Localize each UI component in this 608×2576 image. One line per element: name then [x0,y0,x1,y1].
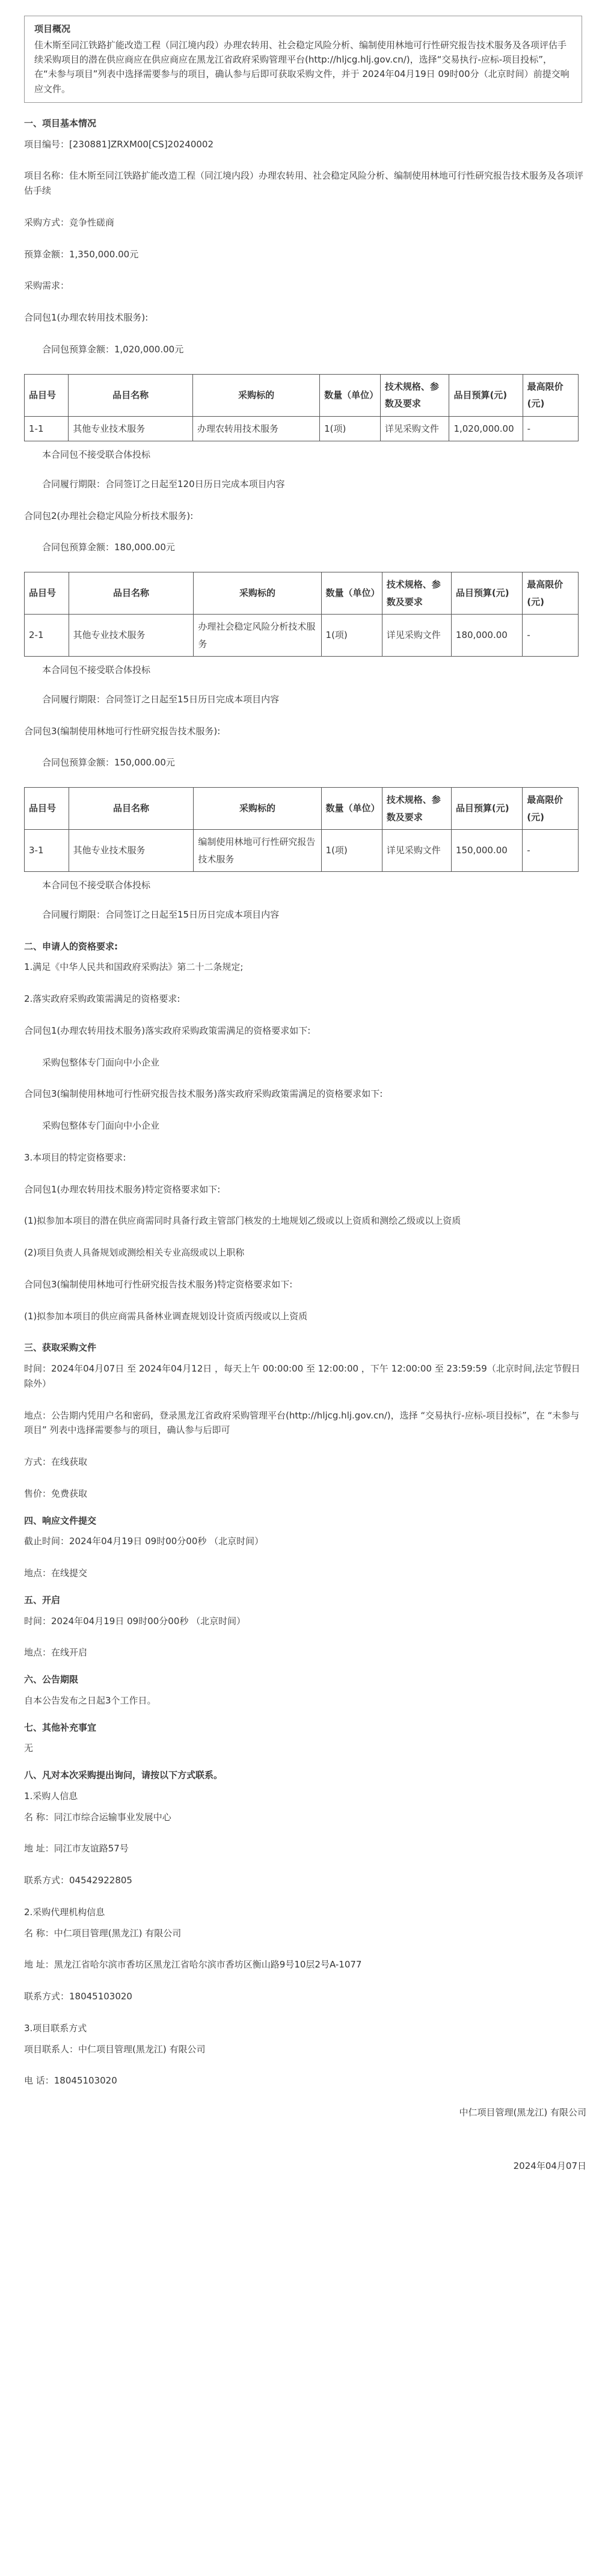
qualification-2: 2.落实政府采购政策需满足的资格要求: [24,993,180,1005]
package-1-period: 合同履行期限：合同签订之日起至120日历日完成本项目内容 [42,478,285,489]
agent-heading: 2.采购代理机构信息 [24,1906,105,1918]
header-budget: 品目预算(元) [449,374,523,416]
qualification-package-3-item-1: (1)拟参加本项目的供应商需具备林业调查规划设计资质丙级或以上资质 [24,1310,308,1322]
cell-spec: 详见采购文件 [380,416,449,441]
table-row [25,830,579,872]
qualification-package-3-sme: 采购包整体专门面向中小企业 [42,1120,160,1132]
package-1-budget: 合同包预算金额：1,020,000.00元 [42,343,184,355]
qualification-package-1-item-1: (1)拟参加本项目的潜在供应商需同时具备行政主管部门核发的土地规划乙级或以上资质和测绘乙级或以上资质 [24,1215,461,1227]
header-item-name: 品目名称 [69,374,193,416]
open-place: 地点：在线开启 [24,1647,88,1658]
cell-spec: 详见采购文件 [382,615,451,657]
package-1-table [24,374,579,442]
header-quantity: 数量（单位） [321,788,382,830]
header-quantity: 数量（单位） [321,572,382,615]
cell-quantity: 1(项) [321,615,382,657]
qualification-package-1-item-2: (2)项目负责人具备规划或测绘相关专业高级或以上职称 [24,1247,245,1259]
qualification-package-1-policy: 合同包1(办理农转用技术服务)落实政府采购政策需满足的资格要求如下: [24,1025,311,1036]
qualification-package-1-specific: 合同包1(办理农转用技术服务)特定资格要求如下: [24,1183,221,1195]
cell-item-name: 其他专业技术服务 [69,416,193,441]
agent-address: 地 址：黑龙江省哈尔滨市香坊区黑龙江省哈尔滨市香坊区衡山路9号10层2号A-1077 [24,1959,362,1970]
signature-block [24,2105,586,2174]
cell-target: 办理社会稳定风险分析技术服务 [194,615,321,657]
buyer-heading: 1.采购人信息 [24,1790,78,1802]
cell-max-price: - [523,416,578,441]
obtain-price: 售价：免费获取 [24,1488,88,1499]
buyer-address: 地 址：同江市友谊路57号 [24,1843,129,1854]
cell-max-price: - [523,830,579,872]
header-max-price: 最高限价(元) [523,572,579,615]
qualification-package-1-sme: 采购包整体专门面向中小企业 [42,1056,160,1068]
section-6-title: 六、公告期限 [24,1674,79,1685]
cell-quantity: 1(项) [320,416,381,441]
agent-name: 名 称：中仁项目管理(黑龙江) 有限公司 [24,1927,182,1939]
package-2-table [24,572,579,657]
table-header-row [25,374,579,416]
qualification-3: 3.本项目的特定资格要求: [24,1152,126,1163]
obtain-time: 时间：2024年04月07日 至 2024年04月12日 ，每天上午 00:00:00 至 12:00:00 ，下午 12:00:00 至 23:59:59（北京时间,法定节假日除外） [24,1363,580,1389]
header-target: 采购标的 [194,572,321,615]
project-number: 项目编号：[230881]ZRXM00[CS]20240002 [24,138,214,150]
project-name: 项目名称：佳木斯至同江铁路扩能改造工程（同江境内段）办理农转用、社会稳定风险分析、编制使用林地可行性研究报告技术服务及各项评估手续 [24,170,584,197]
agent-phone: 联系方式：18045103020 [24,1991,132,2002]
header-budget: 品目预算(元) [451,788,522,830]
buyer-name: 名 称：同江市综合运输事业发展中心 [24,1811,171,1823]
overview-title: 项目概况 [34,23,71,34]
qualification-1: 1.满足《中华人民共和国政府采购法》第二十二条规定; [24,961,244,973]
cell-item-name: 其他专业技术服务 [69,615,194,657]
package-3-joint-note: 本合同包不接受联合体投标 [42,880,151,891]
cell-item-no: 3-1 [25,830,69,872]
section-8-title: 八、凡对本次采购提出询问，请按以下方式联系。 [24,1770,223,1781]
table-row [25,615,579,657]
package-3-table [24,787,579,872]
package-2-joint-note: 本合同包不接受联合体投标 [42,664,151,676]
table-header-row [25,572,579,615]
signature-date: 2024年04月07日 [513,2160,586,2171]
header-item-name: 品目名称 [69,788,194,830]
buyer-phone: 联系方式：04542922805 [24,1875,132,1886]
section-2-title: 二、申请人的资格要求: [24,940,118,952]
overview-body: 佳木斯至同江铁路扩能改造工程（同江境内段）办理农转用、社会稳定风险分析、编制使用林地可行性研究报告技术服务及各项评估手续采购项目的潜在供应商应在供应商应在黑龙江省政府采购管理平台(http://hljcg.hlj.gov.cn/)，选择“交易执行-应标-项目投标”，在“未参与项目”列表中选择需要参与的项目，确认参与后即可获取采购文件，并于 2024年04月19日 09时00分（北京时间）前提交响应文件。 [34,39,570,94]
table-header-row [25,788,579,830]
package-3-budget: 合同包预算金额：150,000.00元 [42,757,175,768]
contact-phone: 电 话：18045103020 [24,2075,117,2087]
header-budget: 品目预算(元) [451,572,522,615]
procurement-method: 采购方式：竞争性磋商 [24,216,115,228]
cell-item-no: 2-1 [25,615,69,657]
cell-target: 办理农转用技术服务 [193,416,320,441]
section-1-title: 一、项目基本情况 [24,117,97,129]
header-max-price: 最高限价(元) [523,374,578,416]
budget-amount: 预算金额：1,350,000.00元 [24,248,139,260]
section-7-title: 七、其他补充事宜 [24,1722,97,1733]
qualification-package-3-policy: 合同包3(编制使用林地可行性研究报告技术服务)落实政府采购政策需满足的资格要求如下: [24,1088,383,1100]
section-3-title: 三、获取采购文件 [24,1342,97,1354]
cell-item-no: 1-1 [25,416,69,441]
cell-max-price: - [523,615,579,657]
package-1-title: 合同包1(办理农转用技术服务): [24,312,149,324]
package-2-budget: 合同包预算金额：180,000.00元 [42,542,175,553]
procurement-requirement: 采购需求： [24,280,70,292]
header-target: 采购标的 [193,374,320,416]
cell-target: 编制使用林地可行性研究报告技术服务 [194,830,321,872]
header-item-no: 品目号 [25,374,69,416]
open-time: 时间：2024年04月19日 09时00分00秒 （北京时间） [24,1615,246,1627]
cell-budget: 150,000.00 [451,830,522,872]
submit-place: 地点：在线提交 [24,1568,88,1579]
project-overview-box [24,16,582,103]
header-spec: 技术规格、参数及要求 [380,374,449,416]
package-3-title: 合同包3(编制使用林地可行性研究报告技术服务): [24,725,221,737]
header-item-name: 品目名称 [69,572,194,615]
cell-budget: 180,000.00 [451,615,522,657]
cell-item-name: 其他专业技术服务 [69,830,194,872]
package-2-title: 合同包2(办理社会稳定风险分析技术服务): [24,510,194,521]
obtain-method: 方式：在线获取 [24,1456,88,1468]
table-row [25,416,579,441]
cell-quantity: 1(项) [321,830,382,872]
contact-heading: 3.项目联系方式 [24,2022,87,2034]
header-target: 采购标的 [194,788,321,830]
cell-spec: 详见采购文件 [382,830,451,872]
notice-period: 自本公告发布之日起3个工作日。 [24,1694,156,1706]
header-max-price: 最高限价(元) [523,788,579,830]
package-2-period: 合同履行期限：合同签订之日起至15日历日完成本项目内容 [42,693,280,705]
signature-company: 中仁项目管理(黑龙江) 有限公司 [459,2107,586,2118]
section-5-title: 五、开启 [24,1594,61,1605]
package-1-joint-note: 本合同包不接受联合体投标 [42,449,151,461]
other-matters: 无 [24,1743,34,1754]
obtain-place: 地点：公告期内凭用户名和密码，登录黑龙江省政府采购管理平台(http://hljcg.hlj.gov.cn/)，选择 “交易执行-应标-项目投标”，在 “未参与项目” 列表中选择需要参与的项目，确认参与后即可 [24,1409,580,1436]
package-3-period: 合同履行期限：合同签订之日起至15日历日完成本项目内容 [42,909,280,920]
submit-deadline: 截止时间：2024年04月19日 09时00分00秒 （北京时间） [24,1536,264,1547]
header-quantity: 数量（单位） [320,374,381,416]
qualification-package-3-specific: 合同包3(编制使用林地可行性研究报告技术服务)特定资格要求如下: [24,1278,293,1290]
header-item-no: 品目号 [25,788,69,830]
header-spec: 技术规格、参数及要求 [382,788,451,830]
header-spec: 技术规格、参数及要求 [382,572,451,615]
contact-person: 项目联系人：中仁项目管理(黑龙江) 有限公司 [24,2043,206,2055]
header-item-no: 品目号 [25,572,69,615]
section-4-title: 四、响应文件提交 [24,1515,97,1526]
cell-budget: 1,020,000.00 [449,416,523,441]
